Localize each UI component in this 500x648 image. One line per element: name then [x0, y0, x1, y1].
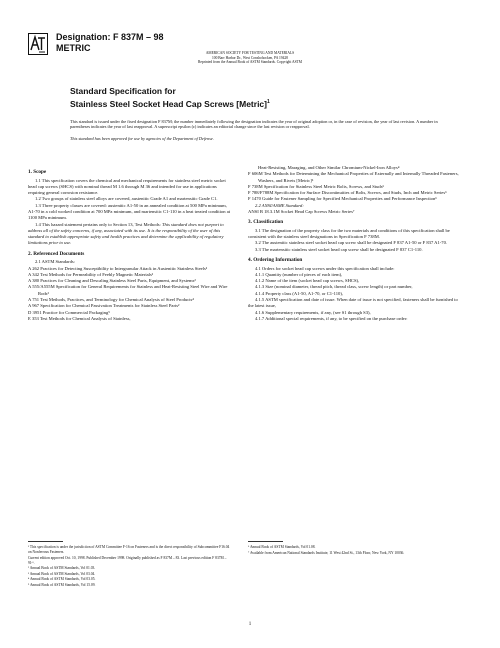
footnote: Current edition approved Oct. 10, 1998. Published December 1998. Originally published as F 837M – 83. Last previous edition F 837M – 91ᵉ¹. [28, 555, 227, 565]
section-heading-scope: 1. Scope [28, 169, 47, 175]
paragraph-1-4 [28, 222, 231, 247]
paragraph-1-4-lead: 1.4 This hazard statement pertains only to Section 13, Test Methods: [35, 221, 161, 227]
reference-item: A 380 Practices for Cleaning and Descaling Stainless Steel Parts, Equipment, and Systems² [28, 278, 196, 284]
footnotes-left [28, 545, 231, 588]
title-kind: Standard Specification for [70, 86, 176, 96]
metric-label: METRIC [56, 43, 91, 53]
issuance-notice: This standard is issued under the fixed designation F 837M; the number immediately following the designation indicates the year of original adoption or, in the case of revision, the year of last revision. A number in parentheses indicates the year of last reapproval. A superscript epsilon (ε) indicates an editorial change since the last revision or reapproval. [70, 119, 438, 130]
title-footnote-mark: 1 [267, 99, 270, 105]
reference-item: A 342 Test Methods for Permeability of Feebly Magnetic Materials³ [28, 271, 154, 277]
reference-item: A 262 Practices for Detecting Susceptibility to Intergranular Attack in Austenitic Stainless Steels² [28, 265, 208, 271]
publisher-address: 100 Barr Harbor Dr., West Conshohocken, PA 19428 [212, 55, 288, 60]
right-column [248, 165, 461, 322]
reference-item-continued: Heat-Resisting, Maraging, and Other Similar Chromium-Nickel-Iron Alloys⁴ [258, 165, 400, 170]
paragraph-1-3: 1.3 Three property classes are covered: austenitic A1-50 in an annealed condition at 500 MPa minimum, A1-70 in a cold worked condition at 700 MPa minimum, and martensitic C1-110 in a heat treated condition at 1100 MPa minimum. [28, 202, 231, 221]
paragraph-2-2: 2.2 ANSI/ASME Standard: [255, 202, 304, 208]
ordering-item: 4.1.6 Supplementary requirements, if any, (see S1 through S3), [255, 309, 371, 315]
paragraph-3-3: 3.3 The martensitic stainless steel socket head cap screw shall be designated F 837 C1-110. [255, 246, 423, 252]
footnote-divider [28, 541, 63, 542]
publisher-name: AMERICAN SOCIETY FOR TESTING AND MATERIALS [205, 51, 295, 55]
reference-item: F 1470 Guide for Fastener Sampling for Specified Mechanical Properties and Performance Inspection⁶ [248, 196, 437, 202]
section-heading-classification: 3. Classification [248, 219, 284, 226]
footnote: ⁶ Annual Book of ASTM Standards, Vol 01.08. [248, 545, 316, 549]
ordering-item: 4.1.4 Property class (A1-50, A1-70, or C1-110), [255, 290, 343, 296]
title-subject-text: Stainless Steel Socket Head Cap Screws [Metric] [70, 98, 267, 109]
reference-item: D 3951 Practice for Commercial Packaging⁵ [28, 309, 110, 315]
ordering-item: 4.1.2 Name of the item (socket head cap screws, SHCS), [255, 278, 360, 284]
footnote: ¹ This specification is under the jurisdiction of ASTM Committee F-16 on Fasteners and is the direct responsibility of Subcommittee F16.04 on Nonferrous Fasteners. [28, 545, 230, 554]
reference-item: F 606M Test Methods for Determining the Mechanical Properties of Externally and Internally Threaded Fasteners, Washers, and Rivets [Metric]⁶ [248, 171, 459, 183]
reference-item: A 967 Specification for Chemical Passivation Treatments for Stainless Steel Parts² [28, 303, 180, 309]
footnote: ³ Annual Book of ASTM Standards, Vol 03.04. [28, 571, 96, 576]
footnote: ⁵ Annual Book of ASTM Standards, Vol 15.09. [28, 582, 96, 587]
reprint-notice: Reprinted from the Annual Book of ASTM Standards. Copyright ASTM [197, 60, 302, 65]
paragraph-4-1: 4.1 Orders for socket head cap screws under this specification shall include: [255, 265, 395, 271]
paragraph-1-1: 1.1 This specification covers the chemical and mechanical requirements for stainless steel metric socket head cap screws (SHCS) with nominal thread M 1.6 through M 36 and intended for use in applications requiring general corrosion resistance. [28, 177, 226, 196]
title-block [70, 86, 270, 110]
reference-item: F 738M Specification for Stainless Steel Metric Bolts, Screws, and Studs⁶ [248, 183, 385, 189]
ordering-item: 4.1.5 ASTM specification and date of issue. When date of issue is not specified, fasteners shall be furnished to the latest issue, [248, 297, 458, 309]
reference-item: E 353 Test Methods for Chemical Analysis of Stainless, [28, 315, 131, 321]
footnote-divider [248, 541, 283, 542]
section-heading-ordering: 4. Ordering Information [248, 257, 303, 264]
ordering-item: 4.1.1 Quantity (number of pieces of each item), [255, 271, 343, 277]
paragraph-1-4-safety: This standard does not purport to address all of the safety concerns, if any, associated with its use. It is the responsibility of the user of this standard to establish appropriate safety and health practices and determine the applicability of regulatory limitations prior to use. [28, 221, 224, 246]
paragraph-2-1: 2.1 ASTM Standards: [35, 259, 75, 265]
footnote: ⁴ Annual Book of ASTM Standards, Vol 03.05. [28, 577, 96, 581]
publisher-block [0, 51, 500, 65]
reference-item: A 751 Test Methods, Practices, and Terminology for Chemical Analysis of Steel Products⁴ [28, 297, 194, 303]
ordering-item: 4.1.3 Size (nominal diameter, thread pitch, thread class, screw length) or part number, [255, 284, 413, 290]
left-column [28, 165, 231, 322]
paragraph-1-2: 1.2 Two groups of stainless steel alloys are covered, austenitic Grade A1 and martensitic Grade C1. [35, 196, 218, 202]
page-number: 1 [248, 622, 252, 627]
title-subject [70, 97, 270, 110]
designation-number: Designation: F 837M – 98 [56, 32, 164, 42]
reference-item: F 788/F788M Specification for Surface Discontinuities of Bolts, Screws, and Studs, Inch and Metric Series⁶ [248, 190, 447, 196]
section-heading-references: 2. Referenced Documents [28, 250, 85, 257]
paragraph-3-1: 3.1 The designation of the property class for the two materials and conditions of this specification shall be consistent with the stainless steel designations in Specification F 738M. [248, 227, 450, 240]
footnote: ² Annual Book of ASTM Standards, Vol 01.03. [28, 566, 96, 570]
footnote: ⁷ Available from American National Standards Institute, 11 West 42nd St., 13th Floor, New York, NY 10036. [248, 550, 405, 555]
paragraph-3-2: 3.2 The austenitic stainless steel socket head cap screw shall be designated F 837 A1-50 or F 837 A1-70. [255, 240, 448, 246]
ordering-item: 4.1.7 Additional special requirements, if any, to be specified on the purchase order: [255, 315, 408, 321]
ansi-reference: ANSI B 18.3.1M Socket Head Cap Screws Metric Series⁷ [248, 209, 355, 215]
approval-note: This standard has been approved for use by agencies of the Department of Defense. [70, 136, 214, 141]
reference-item: A 555/A555M Specification for General Requirements for Stainless and Heat-Resisting Steel Wire and Wire Rods² [28, 284, 228, 296]
footnotes-right [248, 545, 461, 556]
